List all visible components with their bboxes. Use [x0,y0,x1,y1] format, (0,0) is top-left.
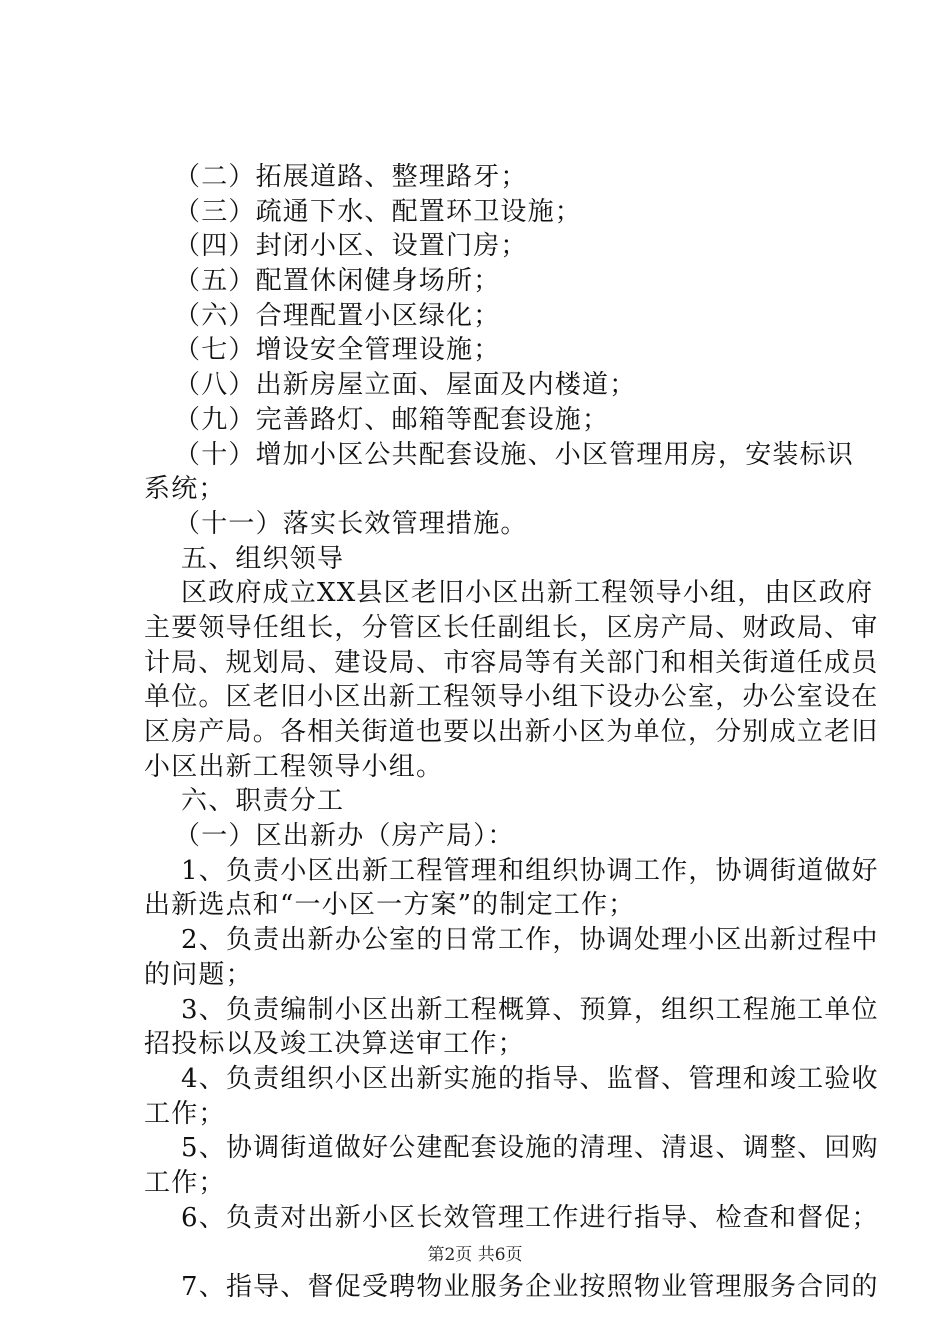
text-line: 工作； [144,1098,226,1129]
text-line: 招投标以及竣工决算送审工作； [144,1029,525,1060]
text-line: 系统； [144,474,226,505]
text-line: 出新选点和“一小区一方案”的制定工作； [144,890,636,921]
text-line: 3、负责编制小区出新工程概算、预算，组织工程施工单位 [181,994,879,1025]
text-line: （一）区出新办（房产局）： [174,821,515,852]
text-line: 7、指导、督促受聘物业服务企业按照物业管理服务合同的 [181,1272,879,1302]
text-line: 主要领导任组长，分管区长任副组长，区房产局、财政局、审 [144,612,879,643]
section-heading: 五、组织领导 [181,543,345,574]
text-line: 1、负责小区出新工程管理和组织协调工作，协调街道做好 [181,855,879,886]
text-line: （八）出新房屋立面、屋面及内楼道； [174,370,637,401]
text-line: （六）合理配置小区绿化； [174,300,501,331]
text-line: 小区出新工程领导小组。 [144,751,444,782]
text-line: （十）增加小区公共配套设施、小区管理用房，安装标识 [174,439,855,470]
section-heading: 六、职责分工 [181,786,345,817]
text-line: （四）封闭小区、设置门房； [174,231,528,262]
text-line: 6、负责对出新小区长效管理工作进行指导、检查和督促； [181,1202,879,1233]
text-line: 单位。区老旧小区出新工程领导小组下设办公室，办公室设在 [144,682,879,713]
text-line: 2、负责出新办公室的日常工作，协调处理小区出新过程中 [181,925,879,956]
text-line: 4、负责组织小区出新实施的指导、监督、管理和竣工验收 [181,1063,879,1094]
text-line: 区政府成立XX县区老旧小区出新工程领导小组，由区政府 [181,578,874,609]
text-line: （五）配置休闲健身场所； [174,266,501,297]
text-line: （二）拓展道路、整理路牙； [174,162,528,192]
text-line: 的问题； [144,959,253,990]
text-line: 计局、规划局、建设局、市容局等有关部门和相关街道任成员 [144,647,879,678]
text-line: 5、协调街道做好公建配套设施的清理、清退、调整、回购 [181,1133,879,1164]
page-footer: 第2页 共6页 [427,1245,523,1265]
text-line: 工作； [144,1167,226,1198]
text-line: （七）增设安全管理设施； [174,335,501,366]
text-line: 区房产局。各相关街道也要以出新小区为单位，分别成立老旧 [144,717,879,747]
text-line: （九）完善路灯、邮箱等配套设施； [174,404,610,435]
document-body [144,160,879,1305]
text-line: （三）疏通下水、配置环卫设施； [174,196,583,227]
text-line: （十一）落实长效管理措施。 [174,508,528,539]
